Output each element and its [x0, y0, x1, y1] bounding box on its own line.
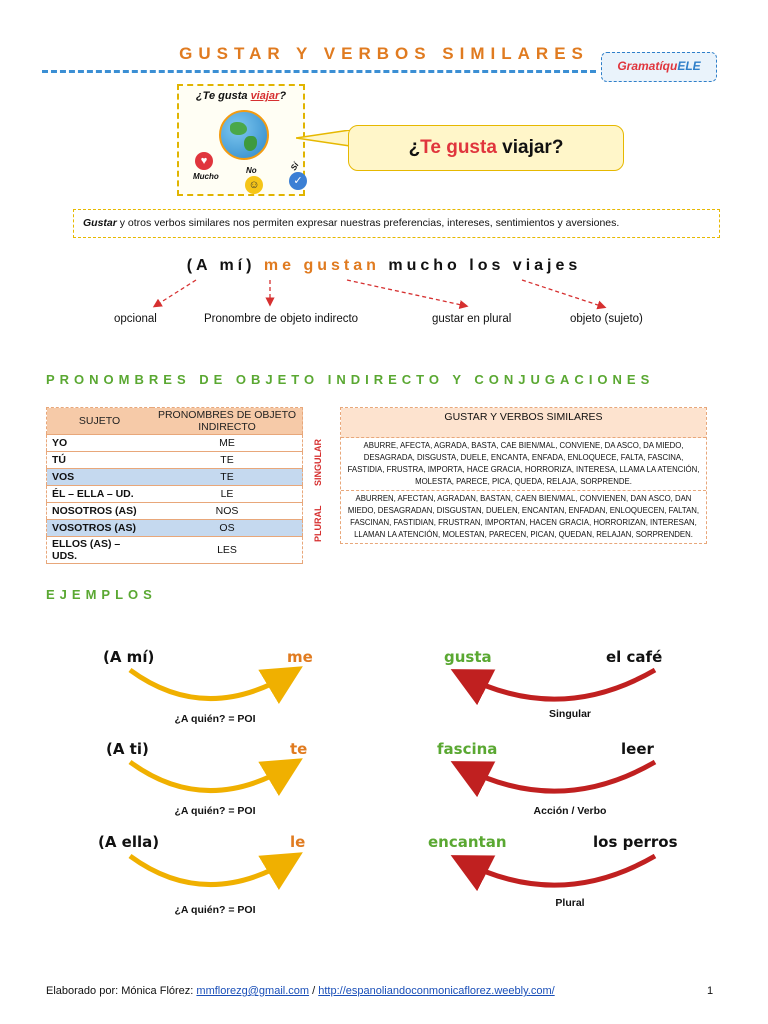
curved-arrows-right — [440, 660, 670, 900]
example-te: te — [290, 740, 308, 758]
verbs-table — [340, 407, 707, 544]
thumbs-up-icon: ✓ — [289, 172, 307, 190]
example-el-cafe: el café — [606, 648, 663, 666]
globe-icon — [219, 110, 269, 160]
travel-poster — [177, 84, 305, 196]
title-divider — [42, 70, 596, 73]
verbs-singular: ABURRE, AFECTA, AGRADA, BASTA, CAE BIEN/MAL, CONVIENE, DA ASCO, DA MIEDO, DESAGRADA, DISGUSTA, DUELE, ENCANTA, ENFADA, ENLOQUECE, FALTA, FASCINA, FASTIDIA, FRUSTRA, IMPORTA, HACE GRACIA, HORRORIZA, INTERESA, LLAMA LA ATENCIÓN, MOLESTA, PARECE, PICA, QUEDA, RELAJA, SORPRENDE. — [341, 438, 706, 491]
caption-accion-verbo: Acción / Verbo — [533, 805, 607, 817]
verbs-plural: ABURREN, AFECTAN, AGRADAN, BASTAN, CAEN BIEN/MAL, CONVIENEN, DAN ASCO, DAN MIEDO, DESAGRADAN, DISGUSTAN, DUELEN, ENCANTAN, ENFADAN, ENLOQUECEN, FALTAN, FASCINAN, FASTIDIAN, FRUSTRAN, IMPORTAN, HACEN GRACIA, HORRORIZAN, INTERESAN, LLAMAN LA ATENCIÓN, MOLESTAN, PARECEN, PICAN, QUEDAN, RELAJAN, SORPRENDEN. — [347, 494, 700, 539]
table-row: NOSOTROS (AS) NOS — [47, 503, 303, 520]
caption-singular: Singular — [548, 708, 591, 720]
curved-arrows-left — [120, 660, 310, 900]
footer: Elaborado por: Mónica Flórez: mmflorezg@gmail.com / http://espanoliandoconmonicaflorez.weebly.com/ — [46, 985, 555, 997]
website-link[interactable]: http://espanoliandoconmonicaflorez.weebly.com/ — [318, 985, 555, 997]
table-row: TÚ TE — [47, 452, 303, 469]
speech-bubble: ¿Te gusta viajar? — [348, 125, 624, 171]
poster-label-mucho: Mucho — [193, 172, 219, 181]
section-heading-ejemplos: EJEMPLOS — [46, 587, 157, 602]
table-row: VOS TE — [47, 469, 303, 486]
caption-poi-3: ¿A quién? = POI — [174, 904, 256, 916]
poster-label-no: No — [246, 166, 257, 175]
caption-poi-1: ¿A quién? = POI — [174, 713, 256, 725]
table-row: ELLOS (AS) – UDS. LES — [47, 537, 303, 564]
label-opcional: opcional — [114, 313, 157, 325]
brand-logo: GramatíquELE — [601, 52, 717, 82]
heart-icon: ♥ — [195, 152, 213, 170]
example-le: le — [290, 833, 306, 851]
example-a-ti: (A ti) — [106, 740, 149, 758]
label-poi: Pronombre de objeto indirecto — [204, 313, 359, 325]
table-header-sujeto: SUJETO — [47, 408, 153, 435]
caption-poi-2: ¿A quién? = POI — [174, 805, 256, 817]
example-encantan: encantan — [428, 833, 507, 851]
section-heading-pronombres: PRONOMBRES DE OBJETO INDIRECTO Y CONJUGACIONES — [46, 372, 655, 387]
laughing-face-icon: ☺ — [245, 176, 263, 194]
example-leer: leer — [621, 740, 654, 758]
example-a-ella: (A ella) — [98, 833, 160, 851]
poster-title: ¿Te gusta viajar? — [195, 90, 287, 102]
table-row: VOSOTROS (AS) OS — [47, 520, 303, 537]
page-title: GUSTAR Y VERBOS SIMILARES — [179, 44, 589, 63]
poster-label-si: Sí — [288, 160, 301, 173]
page-number: 1 — [707, 985, 714, 997]
label-gustar-plural: gustar en plural — [432, 313, 512, 325]
bubble-pointer — [296, 130, 352, 156]
pronouns-table — [46, 407, 303, 564]
sentence-arrows — [0, 276, 768, 316]
example-fascina: fascina — [437, 740, 498, 758]
email-link[interactable]: mmflorezg@gmail.com — [196, 985, 310, 997]
table-row: YO ME — [47, 435, 303, 452]
table-row: ÉL – ELLA – UD. LE — [47, 486, 303, 503]
example-a-mi: (A mí) — [103, 648, 155, 666]
label-singular: SINGULAR — [313, 439, 323, 486]
example-sentence: (A mí) me gustan mucho los viajes — [186, 257, 582, 274]
intro-text-box: Gustar y otros verbos similares nos permiten expresar nuestras preferencias, intereses, sentimientos y aversiones. — [73, 209, 720, 238]
verbs-table-header: GUSTAR Y VERBOS SIMILARES — [341, 408, 706, 438]
label-plural: PLURAL — [313, 505, 323, 542]
caption-plural: Plural — [555, 897, 585, 909]
table-header-poi: PRONOMBRES DE OBJETO INDIRECTO — [152, 408, 303, 435]
example-los-perros: los perros — [593, 833, 678, 851]
example-me: me — [287, 648, 313, 666]
label-objeto: objeto (sujeto) — [570, 313, 643, 325]
example-gusta: gusta — [444, 648, 492, 666]
